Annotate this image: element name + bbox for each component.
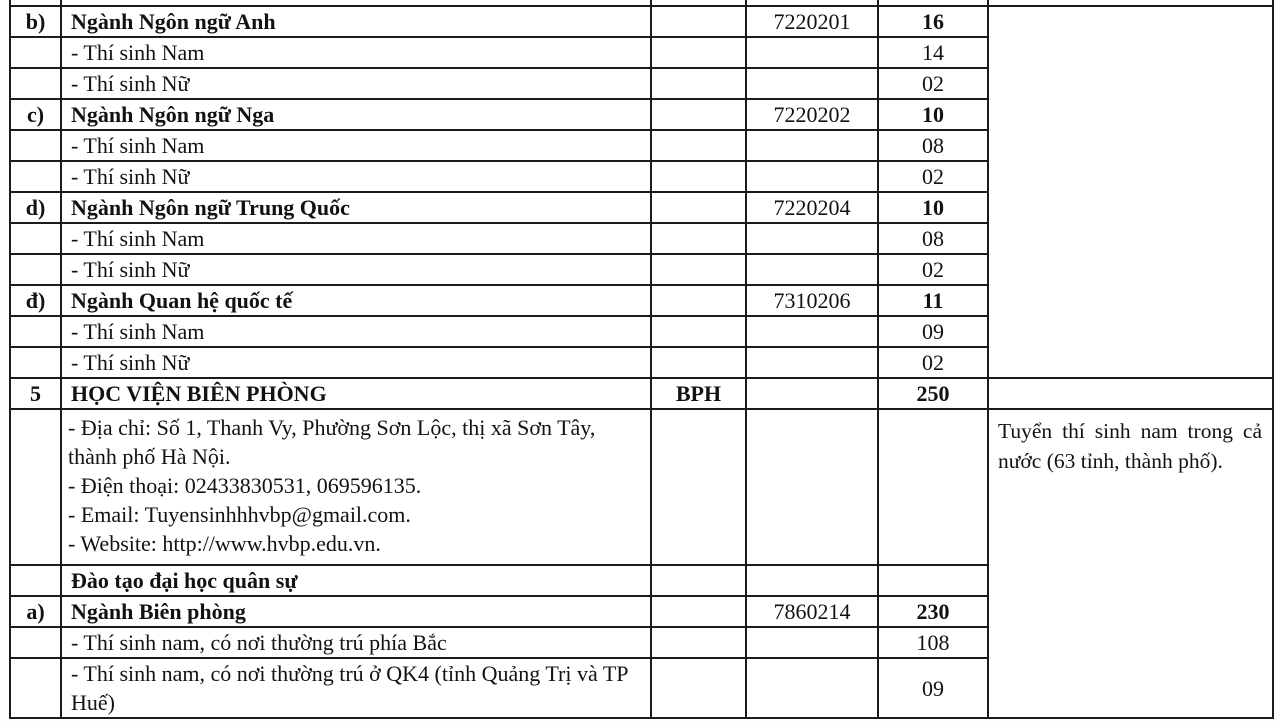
school-code-cell	[651, 161, 746, 192]
major-name-cell: - Thí sinh Nữ	[61, 68, 651, 99]
row-no-cell	[10, 37, 61, 68]
contact-line: - Email: Tuyensinhhhvbp@gmail.com.	[68, 502, 411, 527]
major-code-cell	[746, 254, 878, 285]
major-name-cell: - Thí sinh nam, có nơi thường trú phía Bắc	[61, 627, 651, 658]
quota-cell: 02	[878, 347, 988, 378]
quota-cell: 09	[878, 316, 988, 347]
major-code-cell	[746, 378, 878, 409]
quota-cell: 10	[878, 192, 988, 223]
school-code-cell	[651, 347, 746, 378]
quota-cell: 09	[878, 658, 988, 718]
row-no-cell	[10, 130, 61, 161]
major-code-cell	[746, 658, 878, 718]
school-code-cell	[651, 316, 746, 347]
school-code-cell	[651, 130, 746, 161]
major-code-cell: 7220201	[746, 6, 878, 37]
quota-cell	[878, 565, 988, 596]
major-code-cell: 7310206	[746, 285, 878, 316]
major-name-cell: - Thí sinh Nam	[61, 37, 651, 68]
school-code-cell	[651, 285, 746, 316]
row-no-cell: 5	[10, 378, 61, 409]
school-code-cell	[651, 37, 746, 68]
major-code-cell	[746, 37, 878, 68]
quota-cell: 02	[878, 68, 988, 99]
school-code-cell	[651, 223, 746, 254]
major-code-cell	[746, 316, 878, 347]
major-code-cell	[746, 68, 878, 99]
contact-line: - Điện thoại: 02433830531, 069596135.	[68, 473, 422, 498]
major-name-cell: Ngành Quan hệ quốc tế	[61, 285, 651, 316]
table-row	[10, 378, 1273, 409]
school-code-cell	[651, 596, 746, 627]
quota-cell: 14	[878, 37, 988, 68]
quota-cell: 11	[878, 285, 988, 316]
school-code-cell: BPH	[651, 378, 746, 409]
row-no-cell	[10, 658, 61, 718]
row-no-cell: c)	[10, 99, 61, 130]
major-name-cell: - Thí sinh Nữ	[61, 254, 651, 285]
row-no-cell	[10, 68, 61, 99]
row-no-cell	[10, 565, 61, 596]
table-row	[10, 6, 1273, 37]
row-no-cell	[10, 316, 61, 347]
quota-cell	[878, 409, 988, 565]
major-name-cell: - Thí sinh nam, có nơi thường trú ở QK4 (tỉnh Quảng Trị và TP Huế)	[61, 658, 651, 718]
major-name-cell: - Thí sinh Nữ	[61, 161, 651, 192]
school-contact-cell	[61, 409, 651, 565]
major-code-cell: 7220202	[746, 99, 878, 130]
school-code-cell	[651, 99, 746, 130]
contact-line: - Website: http://www.hvbp.edu.vn.	[68, 531, 381, 556]
major-name-cell: Ngành Ngôn ngữ Trung Quốc	[61, 192, 651, 223]
major-code-cell	[746, 223, 878, 254]
school-code-cell	[651, 658, 746, 718]
school-code-cell	[651, 409, 746, 565]
major-name-cell: Đào tạo đại học quân sự	[61, 565, 651, 596]
quota-cell: 250	[878, 378, 988, 409]
row-no-cell	[10, 161, 61, 192]
row-no-cell	[10, 254, 61, 285]
major-name-cell: Ngành Biên phòng	[61, 596, 651, 627]
school-code-cell	[651, 6, 746, 37]
quota-cell: 10	[878, 99, 988, 130]
major-code-cell: 7220204	[746, 192, 878, 223]
major-name-cell: - Thí sinh Nam	[61, 316, 651, 347]
row-no-cell: b)	[10, 6, 61, 37]
row-no-cell: đ)	[10, 285, 61, 316]
row-no-cell	[10, 347, 61, 378]
major-code-cell	[746, 627, 878, 658]
quota-cell: 230	[878, 596, 988, 627]
quota-cell: 108	[878, 627, 988, 658]
row-no-cell	[10, 627, 61, 658]
school-code-cell	[651, 192, 746, 223]
major-name-cell: - Thí sinh Nam	[61, 223, 651, 254]
school-code-cell	[651, 565, 746, 596]
major-code-cell	[746, 409, 878, 565]
major-code-cell: 7860214	[746, 596, 878, 627]
table-row	[10, 409, 1273, 565]
major-name-cell: Ngành Ngôn ngữ Nga	[61, 99, 651, 130]
notes-cell	[988, 378, 1273, 409]
quota-cell: 08	[878, 223, 988, 254]
notes-cell	[988, 6, 1273, 378]
row-no-cell	[10, 223, 61, 254]
quota-cell: 02	[878, 161, 988, 192]
admission-quota-table	[9, 0, 1274, 719]
row-no-cell: d)	[10, 192, 61, 223]
row-no-cell	[10, 409, 61, 565]
major-code-cell	[746, 347, 878, 378]
major-name-cell: HỌC VIỆN BIÊN PHÒNG	[61, 378, 651, 409]
major-name-cell: - Thí sinh Nam	[61, 130, 651, 161]
major-code-cell	[746, 161, 878, 192]
quota-cell: 02	[878, 254, 988, 285]
major-name-cell: Ngành Ngôn ngữ Anh	[61, 6, 651, 37]
major-code-cell	[746, 565, 878, 596]
quota-cell: 16	[878, 6, 988, 37]
row-no-cell: a)	[10, 596, 61, 627]
major-code-cell	[746, 130, 878, 161]
school-code-cell	[651, 254, 746, 285]
contact-line: - Địa chỉ: Số 1, Thanh Vy, Phường Sơn Lộc, thị xã Sơn Tây, thành phố Hà Nội.	[68, 415, 596, 469]
quota-table-body	[10, 0, 1273, 718]
notes-cell: Tuyển thí sinh nam trong cả nước (63 tỉnh, thành phố).	[988, 409, 1273, 718]
major-name-cell: - Thí sinh Nữ	[61, 347, 651, 378]
quota-cell: 08	[878, 130, 988, 161]
school-code-cell	[651, 627, 746, 658]
school-code-cell	[651, 68, 746, 99]
